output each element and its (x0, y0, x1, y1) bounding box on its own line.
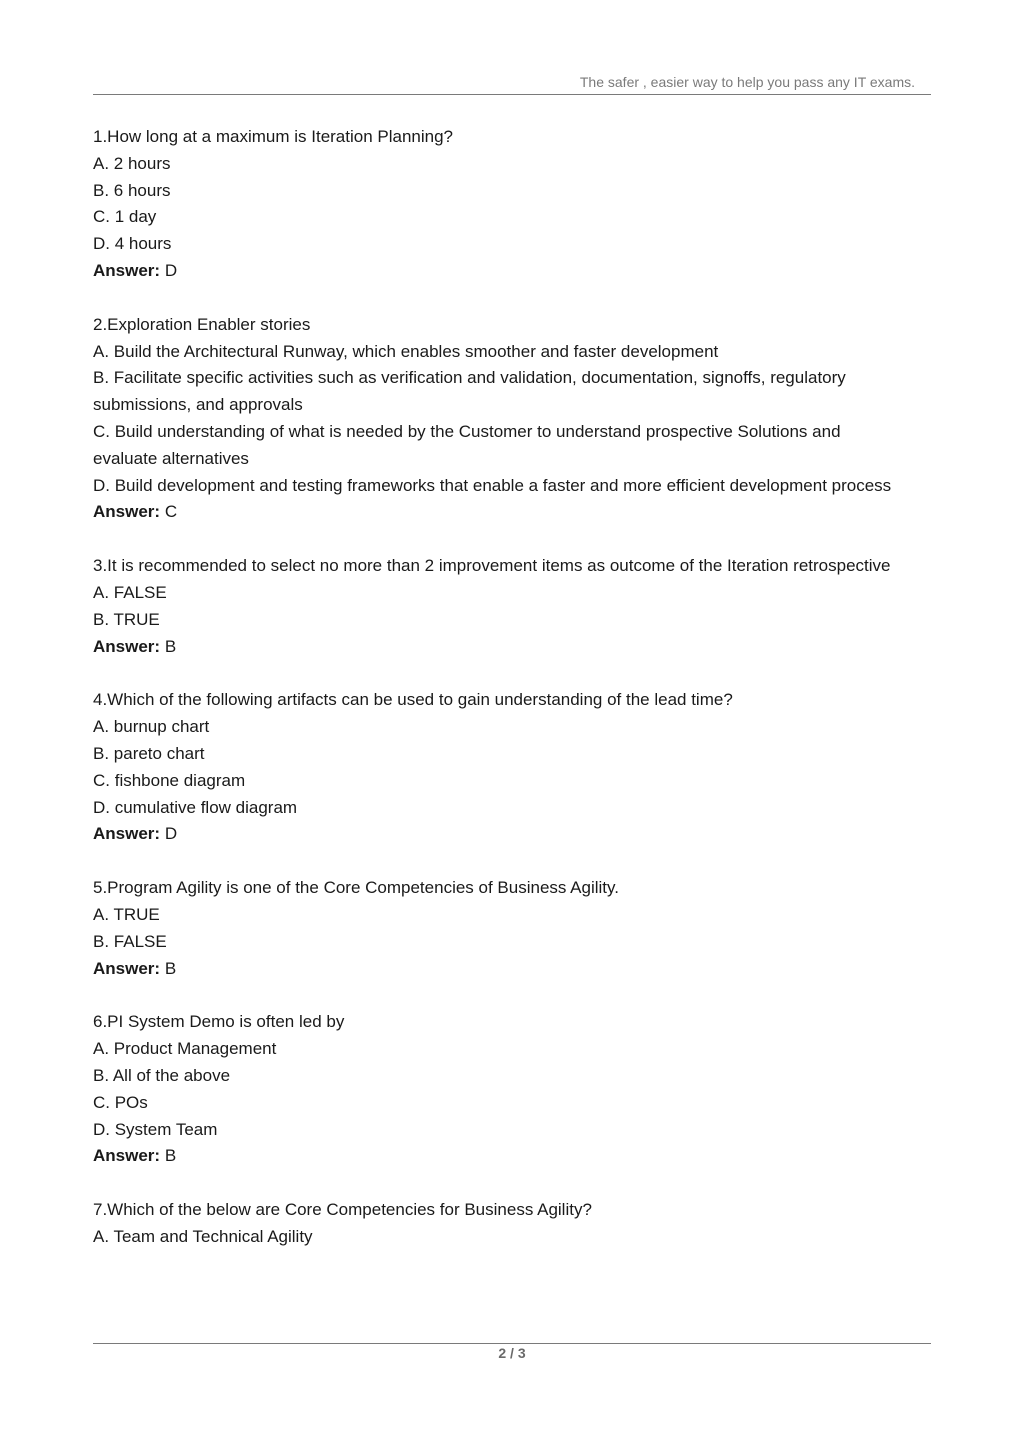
answer-value: B (164, 1146, 177, 1166)
document-body (93, 124, 903, 1278)
answer-label: Answer: (93, 824, 161, 844)
question-6 (93, 1009, 903, 1170)
answer-option: A. TRUE (93, 904, 160, 924)
answer-value: B (164, 958, 177, 978)
answer-option: A. Build the Architectural Runway, which enables smoother and faster development (93, 341, 719, 361)
answer-line (93, 821, 903, 848)
answer-option: A. FALSE (93, 582, 167, 602)
question-3 (93, 553, 903, 660)
answer-line (93, 499, 903, 526)
question-4 (93, 687, 903, 848)
answer-option: B. 6 hours (93, 180, 171, 200)
answer-option: A. 2 hours (93, 153, 171, 173)
question-stem: 5.Program Agility is one of the Core Competencies of Business Agility. (93, 878, 619, 898)
answer-value: C (164, 502, 178, 522)
answer-option: D. 4 hours (93, 234, 172, 254)
answer-label: Answer: (93, 1146, 161, 1166)
answer-line (93, 956, 903, 983)
answer-value: B (164, 636, 177, 656)
answer-option: C. 1 day (93, 207, 157, 227)
answer-option: B. pareto chart (93, 743, 205, 763)
answer-option: D. cumulative flow diagram (93, 797, 298, 817)
answer-option: B. TRUE (93, 609, 160, 629)
page-header (93, 72, 931, 95)
question-stem: 4.Which of the following artifacts can be used to gain understanding of the lead time? (93, 690, 733, 710)
answer-option: B. All of the above (93, 1065, 231, 1085)
question-stem: 1.How long at a maximum is Iteration Planning? (93, 127, 454, 146)
answer-option: A. burnup chart (93, 717, 210, 737)
answer-label: Answer: (93, 958, 161, 978)
answer-line (93, 634, 903, 661)
answer-line (93, 1143, 903, 1170)
answer-option: B. FALSE (93, 931, 167, 951)
answer-label: Answer: (93, 502, 161, 522)
answer-option: C. fishbone diagram (93, 770, 246, 790)
header-tagline: The safer , easier way to help you pass any IT exams. (579, 74, 915, 90)
question-stem: 3.It is recommended to select no more than 2 improvement items as outcome of the Iteration retrospective (93, 556, 891, 576)
answer-option: D. Build development and testing frameworks that enable a faster and more efficient development process (93, 475, 892, 495)
question-7 (93, 1197, 903, 1251)
answer-value: D (164, 824, 178, 844)
answer-option: D. System Team (93, 1119, 218, 1139)
answer-label: Answer: (93, 636, 161, 656)
question-stem: 6.PI System Demo is often led by (93, 1012, 345, 1032)
answer-option: A. Product Management (93, 1039, 277, 1059)
footer-divider (93, 1343, 931, 1344)
answer-option: B. Facilitate specific activities such as verification and validation, documentation, signoffs, regulatory submissions, and approvals (93, 368, 846, 415)
question-2 (93, 312, 903, 526)
answer-option: C. POs (93, 1092, 148, 1112)
answer-option: C. Build understanding of what is needed by the Customer to understand prospective Solutions and evaluate alternatives (93, 421, 841, 468)
question-stem: 7.Which of the below are Core Competencies for Business Agility? (93, 1200, 592, 1220)
answer-value: D (164, 260, 178, 280)
page-number: 2 / 3 (498, 1345, 526, 1361)
answer-line (93, 258, 903, 285)
question-1 (93, 124, 903, 285)
answer-option: A. Team and Technical Agility (93, 1226, 313, 1246)
question-stem: 2.Exploration Enabler stories (93, 314, 311, 334)
question-5 (93, 875, 903, 982)
answer-label: Answer: (93, 260, 161, 280)
